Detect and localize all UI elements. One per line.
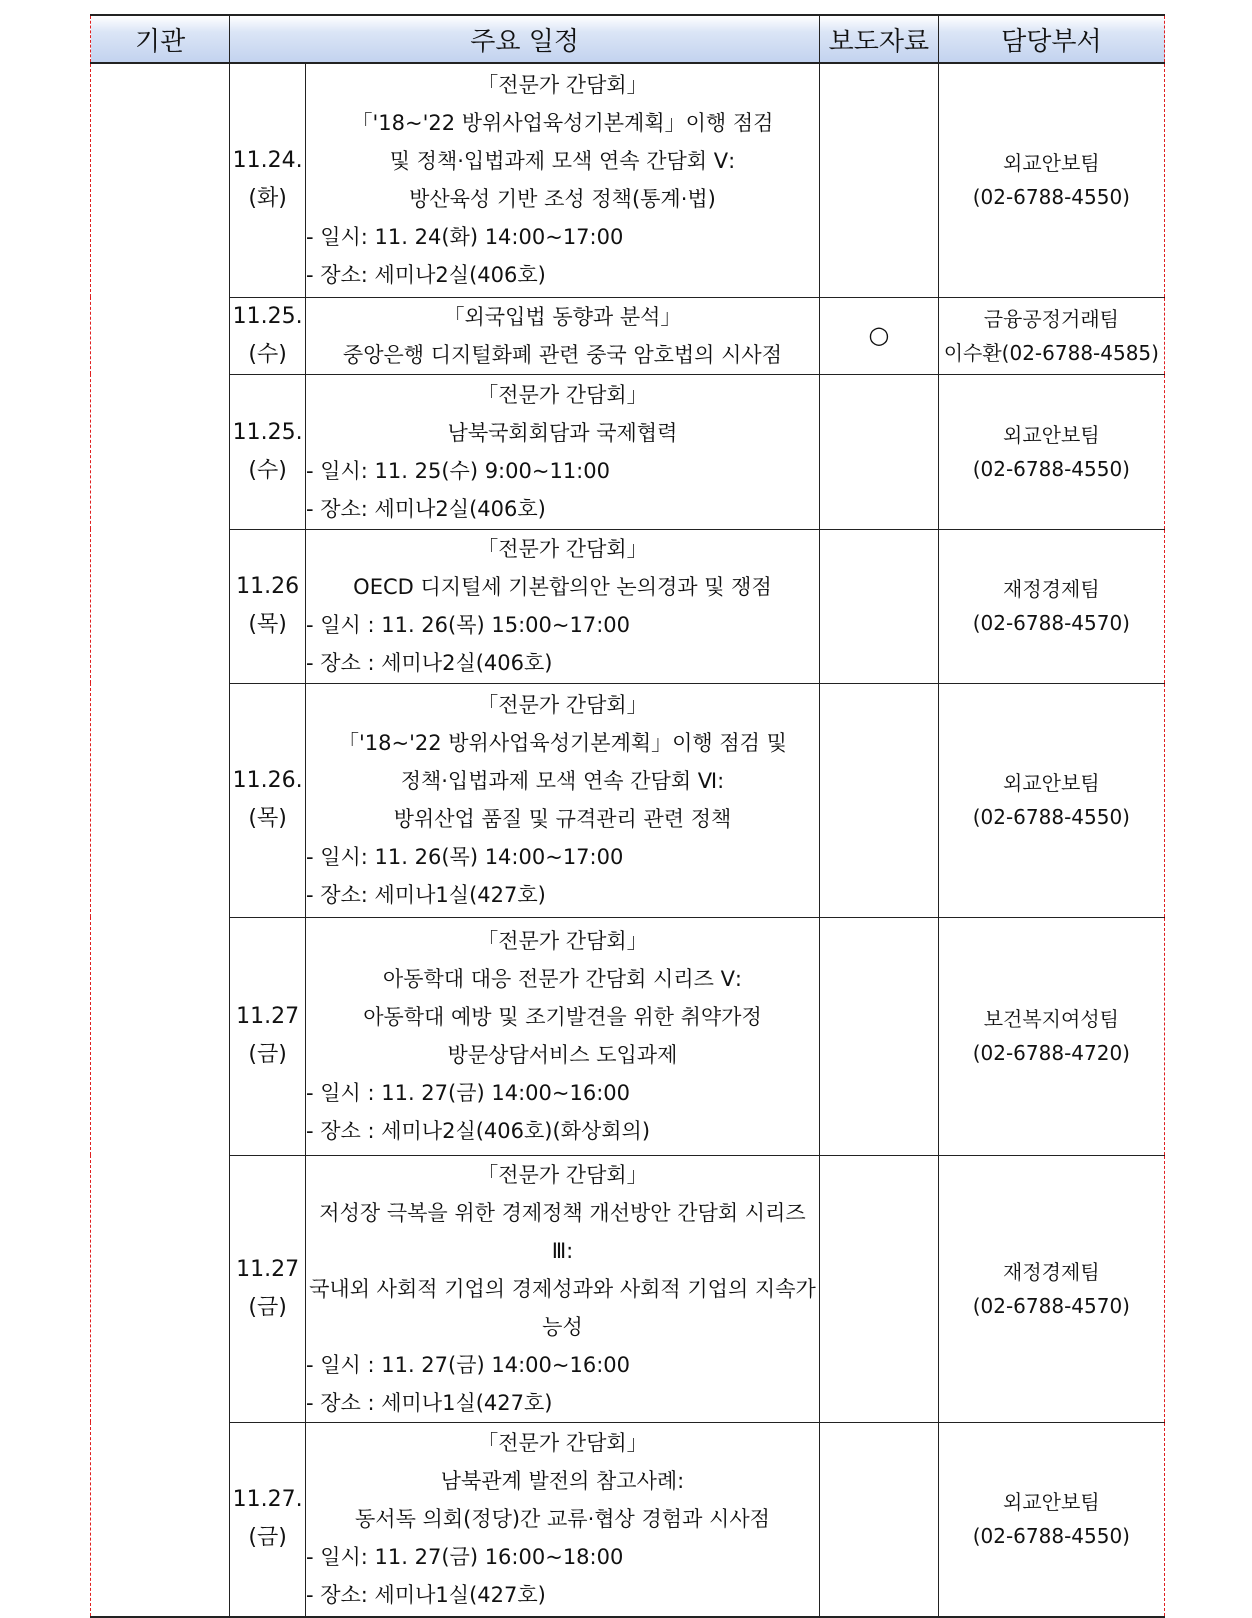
event-detail-line: - 장소: 세미나2실(406호): [305, 263, 546, 288]
date-cell: [230, 297, 306, 374]
date-cell: [230, 1155, 306, 1422]
date-text: 11.27.: [232, 1487, 303, 1513]
event-cell: [305, 683, 819, 917]
schedule-row: [91, 529, 1165, 683]
org-cell: [91, 63, 230, 1617]
event-detail-line: - 일시: 11. 24(화) 14:00~17:00: [305, 225, 624, 250]
date-text: (수): [248, 457, 287, 483]
date-text: 11.26.: [232, 768, 303, 793]
date-text: (금): [248, 1294, 287, 1320]
dept-text: (02-6788-4550): [972, 456, 1130, 481]
dept-text: 외교안보팀: [1003, 422, 1100, 447]
date-text: (금): [248, 1042, 287, 1067]
press-cell: [819, 374, 938, 529]
event-title-line: 방위산업 품질 및 규격관리 관련 정책: [393, 807, 732, 831]
event-detail-line: - 장소: 세미나1실(427호): [305, 883, 546, 907]
press-cell: [819, 917, 938, 1155]
dept-text: 이수환(02-6788-4585): [943, 340, 1159, 365]
event-title-line: 정책·입법과제 모색 연속 간담회 Ⅵ:: [400, 769, 725, 793]
date-cell: [230, 917, 306, 1155]
event-detail-line: - 일시: 11. 27(금) 16:00~18:00: [305, 1545, 624, 1570]
event-title-line: 국내외 사회적 기업의 경제성과와 사회적 기업의 지속가능성: [309, 1276, 816, 1339]
press-cell: [819, 63, 938, 297]
schedule-row: [91, 1422, 1165, 1617]
event-title-line: 남북국회회담과 국제협력: [447, 420, 678, 445]
date-text: (목): [248, 806, 287, 831]
date-text: 11.25.: [232, 303, 303, 329]
event-title-line: 중앙은행 디지털화폐 관련 중국 암호법의 시사점: [342, 342, 783, 367]
schedule-row: [91, 63, 1165, 297]
press-cell: [819, 683, 938, 917]
event-title-line: 저성장 극복을 위한 경제정책 개선방안 간담회 시리즈 Ⅲ:: [319, 1200, 806, 1263]
header-schedule: 주요 일정: [230, 15, 820, 63]
header-row: [91, 15, 1165, 63]
event-title-line: 「외국입법 동향과 분석」: [443, 304, 682, 329]
press-mark: ○: [868, 321, 890, 349]
event-detail-line: - 장소 : 세미나2실(406호)(화상회의): [305, 1119, 651, 1143]
dept-cell: [938, 917, 1164, 1155]
dept-text: 외교안보팀: [1003, 1490, 1100, 1515]
dept-cell: [938, 529, 1164, 683]
dept-text: 외교안보팀: [1003, 771, 1100, 795]
header-dept: 담당부서: [938, 15, 1164, 63]
event-detail-line: - 장소: 세미나1실(427호): [305, 1583, 546, 1608]
dept-text: (02-6788-4570): [972, 1293, 1130, 1318]
date-text: 11.25.: [232, 419, 303, 445]
dept-text: (02-6788-4550): [972, 185, 1130, 210]
event-cell: [305, 1422, 819, 1617]
event-title-line: 아동학대 예방 및 조기발견을 위한 취약가정: [363, 1005, 762, 1029]
date-text: 11.27: [236, 1256, 300, 1282]
dept-text: (02-6788-4570): [972, 611, 1130, 635]
event-title-line: 및 정책·입법과제 모색 연속 간담회 Ⅴ:: [389, 149, 736, 174]
dept-cell: [938, 297, 1164, 374]
event-title-line: 「전문가 간담회」: [477, 929, 648, 953]
dept-text: (02-6788-4720): [972, 1041, 1130, 1065]
event-title-line: 「전문가 간담회」: [477, 1431, 648, 1456]
dept-cell: [938, 374, 1164, 529]
date-text: 11.24.: [232, 148, 303, 174]
event-title-line: 「'18~'22 방위사업육성기본계획」이행 점검: [351, 111, 774, 136]
date-cell: [230, 529, 306, 683]
schedule-row: [91, 374, 1165, 529]
date-text: 11.26: [236, 574, 300, 599]
event-detail-line: - 일시 : 11. 27(금) 14:00~16:00: [305, 1081, 631, 1105]
dept-cell: [938, 683, 1164, 917]
dept-text: (02-6788-4550): [972, 805, 1130, 829]
event-detail-line: - 일시 : 11. 27(금) 14:00~16:00: [305, 1352, 631, 1377]
event-detail-line: - 일시: 11. 25(수) 9:00~11:00: [305, 458, 610, 483]
event-title-line: 「전문가 간담회」: [477, 693, 648, 717]
event-detail-line: - 일시: 11. 26(목) 14:00~17:00: [305, 845, 624, 869]
dept-text: 재정경제팀: [1003, 577, 1100, 601]
date-cell: [230, 374, 306, 529]
event-cell: [305, 1155, 819, 1422]
event-title-line: 「전문가 간담회」: [477, 382, 648, 407]
event-title-line: 방문상담서비스 도입과제: [447, 1043, 678, 1067]
event-title-line: 남북관계 발전의 참고사례:: [440, 1469, 685, 1494]
date-cell: [230, 1422, 306, 1617]
date-cell: [230, 683, 306, 917]
event-cell: [305, 917, 819, 1155]
event-cell: [305, 374, 819, 529]
event-title-line: 「전문가 간담회」: [477, 537, 648, 561]
schedule-row: [91, 1155, 1165, 1422]
schedule-row: [91, 917, 1165, 1155]
event-title-line: 「'18~'22 방위사업육성기본계획」이행 점검 및: [338, 731, 787, 755]
date-text: (금): [248, 1525, 287, 1551]
schedule-row: [91, 297, 1165, 374]
schedule-row: [91, 683, 1165, 917]
event-title-line: 「전문가 간담회」: [477, 1162, 648, 1187]
press-cell: [819, 1155, 938, 1422]
event-title-line: 「전문가 간담회」: [477, 73, 648, 98]
date-text: (목): [248, 612, 287, 637]
event-cell: [305, 63, 819, 297]
date-cell: [230, 63, 306, 297]
event-cell: [305, 529, 819, 683]
event-cell: [305, 297, 819, 374]
dept-cell: [938, 1422, 1164, 1617]
event-title-line: 방산육성 기반 조성 정책(통계·법): [409, 187, 716, 212]
date-text: 11.27: [236, 1004, 300, 1029]
press-cell: [819, 529, 938, 683]
event-detail-line: - 장소 : 세미나1실(427호): [305, 1390, 553, 1415]
event-title-line: OECD 디지털세 기본합의안 논의경과 및 쟁점: [353, 575, 772, 599]
event-title-line: 아동학대 대응 전문가 간담회 시리즈 Ⅴ:: [382, 967, 743, 991]
event-title-line: 동서독 의회(정당)간 교류·협상 경험과 시사점: [355, 1507, 770, 1532]
schedule-table: [90, 14, 1165, 1618]
dept-text: 재정경제팀: [1003, 1259, 1100, 1284]
event-detail-line: - 장소: 세미나2실(406호): [305, 496, 546, 521]
event-detail-line: - 장소 : 세미나2실(406호): [305, 651, 553, 675]
header-press: 보도자료: [819, 15, 938, 63]
dept-cell: [938, 63, 1164, 297]
dept-cell: [938, 1155, 1164, 1422]
dept-text: 외교안보팀: [1003, 151, 1100, 176]
dept-text: 보건복지여성팀: [983, 1007, 1119, 1031]
dept-text: (02-6788-4550): [972, 1524, 1130, 1549]
press-cell: [819, 297, 938, 374]
header-org: 기관: [91, 15, 230, 63]
date-text: (수): [248, 341, 287, 367]
press-cell: [819, 1422, 938, 1617]
dept-text: 금융공정거래팀: [983, 306, 1119, 331]
date-text: (화): [248, 186, 287, 212]
event-detail-line: - 일시 : 11. 26(목) 15:00~17:00: [305, 613, 631, 637]
